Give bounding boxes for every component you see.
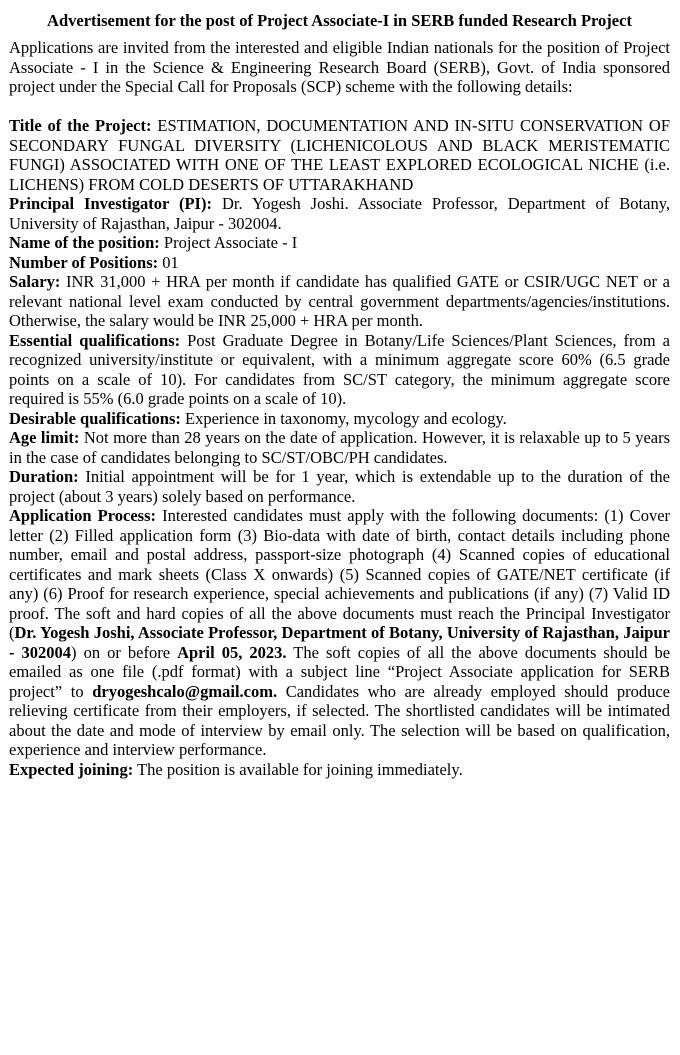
age-limit-value: Not more than 28 years on the date of application. However, it is relaxable up to 5 years in the case of candidates belonging to SC/ST/OBC/PH candidates. <box>9 428 671 467</box>
application-process-text-4: Candidates who are already employed should produce relieving certificate from their employers, if selected. The shortlisted candidates will be intimated about the date and mode of interview by email only. The selection will be based on qualification, experience and interview performance. <box>9 681 670 759</box>
expected-joining-label: Expected joining: <box>9 759 134 779</box>
salary-value: INR 31,000 + HRA per month if candidate has qualified GATE or CSIR/UGC NET or a relevant national level exam conducted by central government departments/agencies/institutions. Otherwise, the salary would be INR 25,000 + HRA per month. <box>9 272 671 330</box>
num-positions-label: Number of Positions: <box>9 252 159 272</box>
essential-qualifications-value: Post Graduate Degree in Botany/Life Sciences/Plant Sciences, from a recognized university/institute or equivalent, with a minimum aggregate score 60% (6.5 grade points on a scale of 10). For candidates from SC/ST category, the minimum aggregate score required is 55% (6.0 grade points on a scale of 10). <box>9 330 670 408</box>
duration-section <box>9 467 670 506</box>
application-process-label: Application Process: <box>9 506 156 525</box>
position-name-label: Name of the position: <box>9 233 160 252</box>
pi-value: Dr. Yogesh Joshi. Associate Professor, Department of Botany, University of Rajasthan, Jaipur - 302004. <box>9 194 670 233</box>
age-limit-section <box>9 428 670 467</box>
essential-qualifications-section <box>9 331 670 409</box>
expected-joining-value: The position is available for joining immediately. <box>137 759 463 779</box>
application-process-section <box>9 506 670 760</box>
contact-email: dryogeshcalo@gmail.com. <box>92 681 278 701</box>
position-name-section <box>9 233 670 253</box>
application-deadline: April 05, 2023. <box>177 642 287 662</box>
application-process-text: Interested candidates must apply with the following documents: (1) Cover letter (2) Filled application form (3) Bio-data with date of birth, contact details including phone number, email and postal address, passport-size photograph (4) Scanned copies of educational certificates and mark sheets (Class X onwards) (5) Scanned copies of GATE/NET certificate (if any) (6) Proof for research experience, special achievements and publications (if any) (7) Valid ID proof. The soft and hard copies of all the above documents must reach the Principal Investigator ( <box>9 506 671 642</box>
duration-label: Duration: <box>9 467 79 486</box>
page-title: Advertisement for the post of Project Associate-I in SERB funded Research Project <box>47 11 632 30</box>
desirable-qualifications-value: Experience in taxonomy, mycology and ecology. <box>185 408 507 428</box>
desirable-qualifications-section <box>9 409 670 429</box>
duration-value: Initial appointment will be for 1 year, which is extendable up to the duration of the project (about 3 years) solely based on performance. <box>9 467 670 506</box>
num-positions-section <box>9 253 670 273</box>
application-process-text-2: ) on or before <box>71 642 171 662</box>
essential-qualifications-label: Essential qualifications: <box>9 330 181 350</box>
pi-label: Principal Investigator (PI): <box>9 194 212 213</box>
project-title-value: ESTIMATION, DOCUMENTATION AND IN-SITU CONSERVATION OF SECONDARY FUNGAL DIVERSITY (LICHENICOLOUS AND BLACK MERISTEMATIC FUNGI) ASSOCIATED WITH ONE OF THE LEAST EXPLORED ECOLOGICAL NICHE (i.e. LICHENS) FROM COLD DESERTS OF UTTARAKHAND <box>9 116 670 194</box>
pi-section <box>9 194 670 233</box>
intro-paragraph: Applications are invited from the interested and eligible Indian nationals for the position of Project Associate - I in the Science & Engineering Research Board (SERB), Govt. of India sponsored project under the Special Call for Proposals (SCP) scheme with the following details: <box>9 38 670 96</box>
num-positions-value: 01 <box>162 252 179 272</box>
desirable-qualifications-label: Desirable qualifications: <box>9 408 181 428</box>
age-limit-label: Age limit: <box>9 428 80 447</box>
application-process-text-3: The soft copies of all the above documents should be emailed as one file (.pdf format) with a subject line “Project Associate application for SERB project” to <box>9 642 671 701</box>
project-title-section <box>9 116 670 194</box>
salary-label: Salary: <box>9 272 61 291</box>
expected-joining-section <box>9 760 670 780</box>
pi-address: Dr. Yogesh Joshi, Associate Professor, Department of Botany, University of Rajasthan, Jaipur - 302004 <box>9 623 670 662</box>
salary-section <box>9 272 670 331</box>
position-name-value: Project Associate - I <box>163 233 298 252</box>
project-title-label: Title of the Project: <box>9 116 152 135</box>
